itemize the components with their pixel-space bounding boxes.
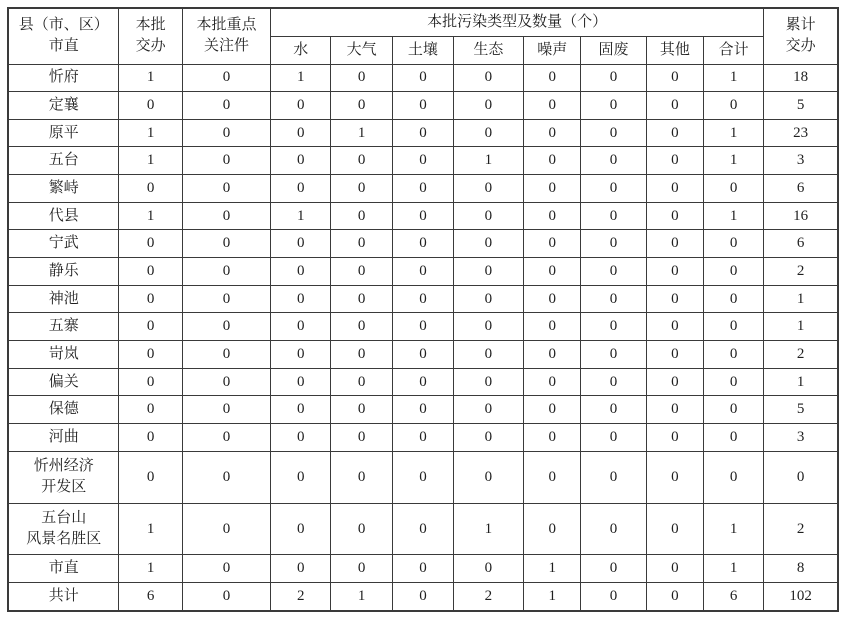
table-cell: 5 bbox=[764, 92, 838, 120]
table-cell: 102 bbox=[764, 583, 838, 611]
table-cell: 0 bbox=[331, 202, 393, 230]
table-cell: 0 bbox=[581, 555, 646, 583]
table-cell: 0 bbox=[453, 451, 523, 503]
table-cell: 1 bbox=[271, 64, 331, 92]
table-cell: 0 bbox=[646, 555, 704, 583]
row-label-line: 五寨 bbox=[48, 318, 79, 335]
table-cell: 0 bbox=[119, 313, 182, 341]
table-cell: 0 bbox=[523, 313, 581, 341]
row-label-line: 代县 bbox=[48, 207, 79, 224]
table-cell: 0 bbox=[119, 396, 182, 424]
row-label bbox=[8, 230, 119, 258]
table-cell: 0 bbox=[523, 64, 581, 92]
table-cell: 0 bbox=[331, 368, 393, 396]
header-pollution-type-solid-waste: 固废 bbox=[581, 36, 646, 64]
table-cell: 0 bbox=[182, 583, 270, 611]
table-cell: 0 bbox=[271, 396, 331, 424]
table-cell: 0 bbox=[331, 503, 393, 555]
table-cell: 0 bbox=[581, 285, 646, 313]
table-cell: 1 bbox=[764, 313, 838, 341]
table-row bbox=[8, 92, 838, 120]
table-cell: 0 bbox=[646, 147, 704, 175]
statistics-table-container bbox=[7, 7, 839, 612]
table-cell: 0 bbox=[704, 341, 764, 369]
table-cell: 0 bbox=[453, 258, 523, 286]
table-cell: 2 bbox=[764, 341, 838, 369]
table-cell: 0 bbox=[182, 119, 270, 147]
row-label-line: 共计 bbox=[48, 588, 79, 605]
table-cell: 0 bbox=[119, 92, 182, 120]
table-cell: 1 bbox=[704, 503, 764, 555]
table-cell: 0 bbox=[271, 341, 331, 369]
row-label-line: 岢岚 bbox=[48, 345, 79, 362]
table-cell: 0 bbox=[331, 175, 393, 203]
row-label bbox=[8, 147, 119, 175]
table-cell: 1 bbox=[764, 285, 838, 313]
table-cell: 0 bbox=[119, 341, 182, 369]
row-label bbox=[8, 175, 119, 203]
table-cell: 23 bbox=[764, 119, 838, 147]
row-label bbox=[8, 202, 119, 230]
table-row bbox=[8, 583, 838, 611]
table-cell: 0 bbox=[119, 424, 182, 452]
table-cell: 0 bbox=[646, 119, 704, 147]
header-batch-assigned bbox=[119, 8, 182, 64]
table-cell: 5 bbox=[764, 396, 838, 424]
table-cell: 0 bbox=[646, 503, 704, 555]
table-cell: 0 bbox=[453, 119, 523, 147]
table-cell: 0 bbox=[581, 202, 646, 230]
table-cell: 0 bbox=[331, 424, 393, 452]
table-cell: 0 bbox=[393, 119, 454, 147]
table-cell: 0 bbox=[331, 313, 393, 341]
table-cell: 0 bbox=[646, 313, 704, 341]
table-cell: 0 bbox=[119, 175, 182, 203]
table-cell: 0 bbox=[453, 285, 523, 313]
table-cell: 0 bbox=[581, 341, 646, 369]
table-cell: 0 bbox=[646, 230, 704, 258]
table-cell: 0 bbox=[646, 341, 704, 369]
table-cell: 3 bbox=[764, 147, 838, 175]
table-cell: 0 bbox=[182, 341, 270, 369]
row-label-line: 五台 bbox=[48, 152, 79, 169]
table-cell: 0 bbox=[393, 583, 454, 611]
header-pollution-type-water: 水 bbox=[271, 36, 331, 64]
table-cell: 0 bbox=[581, 368, 646, 396]
table-cell: 0 bbox=[271, 451, 331, 503]
table-row bbox=[8, 396, 838, 424]
table-cell: 6 bbox=[704, 583, 764, 611]
table-cell: 0 bbox=[453, 424, 523, 452]
table-cell: 0 bbox=[764, 451, 838, 503]
row-label-line: 忻府 bbox=[48, 69, 79, 86]
table-row bbox=[8, 451, 838, 503]
table-cell: 0 bbox=[581, 175, 646, 203]
table-cell: 1 bbox=[704, 202, 764, 230]
header-batch-assigned-line1: 本批 bbox=[135, 17, 166, 34]
row-label bbox=[8, 555, 119, 583]
table-cell: 0 bbox=[523, 285, 581, 313]
table-cell: 0 bbox=[393, 451, 454, 503]
table-cell: 0 bbox=[453, 175, 523, 203]
table-row bbox=[8, 555, 838, 583]
table-cell: 0 bbox=[523, 451, 581, 503]
table-cell: 0 bbox=[581, 451, 646, 503]
header-pollution-type-noise: 噪声 bbox=[523, 36, 581, 64]
row-label-line: 静乐 bbox=[48, 262, 79, 279]
table-cell: 2 bbox=[453, 583, 523, 611]
table-cell: 0 bbox=[453, 202, 523, 230]
table-cell: 0 bbox=[271, 285, 331, 313]
table-cell: 0 bbox=[331, 147, 393, 175]
table-cell: 0 bbox=[331, 285, 393, 313]
table-cell: 0 bbox=[523, 92, 581, 120]
row-label bbox=[8, 285, 119, 313]
header-pollution-type-ecology: 生态 bbox=[453, 36, 523, 64]
table-cell: 0 bbox=[182, 285, 270, 313]
table-cell: 0 bbox=[581, 147, 646, 175]
table-cell: 0 bbox=[704, 313, 764, 341]
header-pollution-type-other: 其他 bbox=[646, 36, 704, 64]
table-cell: 0 bbox=[646, 92, 704, 120]
header-batch-key-items bbox=[182, 8, 270, 64]
table-cell: 0 bbox=[646, 451, 704, 503]
row-label-line: 宁武 bbox=[48, 235, 79, 252]
table-cell: 1 bbox=[453, 503, 523, 555]
table-cell: 0 bbox=[182, 396, 270, 424]
table-cell: 0 bbox=[331, 451, 393, 503]
row-label-line: 原平 bbox=[48, 124, 79, 141]
table-cell: 0 bbox=[646, 285, 704, 313]
row-label bbox=[8, 451, 119, 503]
table-cell: 0 bbox=[271, 368, 331, 396]
table-cell: 0 bbox=[182, 92, 270, 120]
table-cell: 8 bbox=[764, 555, 838, 583]
row-label bbox=[8, 64, 119, 92]
table-cell: 2 bbox=[764, 258, 838, 286]
table-cell: 0 bbox=[646, 583, 704, 611]
table-cell: 0 bbox=[453, 313, 523, 341]
table-cell: 0 bbox=[331, 258, 393, 286]
header-region-line1: 县（市、区） bbox=[18, 17, 109, 34]
table-cell: 18 bbox=[764, 64, 838, 92]
header-batch-key-items-line2: 关注件 bbox=[204, 38, 250, 55]
table-cell: 0 bbox=[393, 147, 454, 175]
table-cell: 0 bbox=[271, 175, 331, 203]
table-cell: 0 bbox=[271, 258, 331, 286]
table-cell: 0 bbox=[119, 285, 182, 313]
table-cell: 0 bbox=[523, 503, 581, 555]
table-cell: 1 bbox=[453, 147, 523, 175]
row-label-line: 忻州经济 bbox=[33, 458, 94, 475]
table-cell: 0 bbox=[523, 424, 581, 452]
table-cell: 0 bbox=[331, 555, 393, 583]
table-cell: 0 bbox=[393, 230, 454, 258]
table-cell: 0 bbox=[523, 368, 581, 396]
row-label bbox=[8, 583, 119, 611]
row-label-line: 风景名胜区 bbox=[26, 531, 102, 547]
table-cell: 0 bbox=[523, 147, 581, 175]
row-label-line: 五台山 bbox=[41, 510, 87, 526]
table-cell: 0 bbox=[704, 368, 764, 396]
header-region bbox=[8, 8, 119, 64]
row-label bbox=[8, 341, 119, 369]
table-cell: 16 bbox=[764, 202, 838, 230]
table-cell: 0 bbox=[581, 583, 646, 611]
table-cell: 0 bbox=[182, 313, 270, 341]
header-row-1 bbox=[8, 8, 838, 36]
table-cell: 0 bbox=[704, 258, 764, 286]
table-cell: 0 bbox=[393, 285, 454, 313]
table-row bbox=[8, 175, 838, 203]
table-cell: 0 bbox=[704, 424, 764, 452]
table-cell: 0 bbox=[581, 258, 646, 286]
table-cell: 0 bbox=[523, 119, 581, 147]
header-pollution-group: 本批污染类型及数量（个） bbox=[271, 8, 764, 36]
header-cumulative-line2: 交办 bbox=[785, 38, 816, 55]
table-cell: 0 bbox=[393, 92, 454, 120]
table-cell: 0 bbox=[271, 313, 331, 341]
table-cell: 0 bbox=[182, 64, 270, 92]
table-row bbox=[8, 230, 838, 258]
table-cell: 1 bbox=[271, 202, 331, 230]
table-cell: 0 bbox=[331, 64, 393, 92]
header-cumulative bbox=[764, 8, 838, 64]
table-cell: 0 bbox=[271, 119, 331, 147]
table-cell: 0 bbox=[704, 451, 764, 503]
table-cell: 0 bbox=[393, 313, 454, 341]
header-pollution-type-subtotal: 合计 bbox=[704, 36, 764, 64]
table-cell: 0 bbox=[581, 313, 646, 341]
pollution-statistics-table bbox=[7, 7, 839, 612]
row-label bbox=[8, 258, 119, 286]
table-cell: 0 bbox=[581, 119, 646, 147]
table-cell: 0 bbox=[182, 258, 270, 286]
header-pollution-type-soil: 土壤 bbox=[393, 36, 454, 64]
table-row bbox=[8, 424, 838, 452]
table-cell: 0 bbox=[646, 396, 704, 424]
table-cell: 0 bbox=[393, 555, 454, 583]
table-cell: 0 bbox=[393, 368, 454, 396]
table-cell: 0 bbox=[453, 64, 523, 92]
table-cell: 0 bbox=[182, 503, 270, 555]
table-cell: 0 bbox=[523, 258, 581, 286]
table-cell: 0 bbox=[271, 555, 331, 583]
table-cell: 0 bbox=[453, 92, 523, 120]
table-cell: 0 bbox=[704, 230, 764, 258]
table-cell: 0 bbox=[331, 341, 393, 369]
row-label bbox=[8, 396, 119, 424]
table-row bbox=[8, 503, 838, 555]
table-cell: 0 bbox=[704, 285, 764, 313]
header-pollution-type-air: 大气 bbox=[331, 36, 393, 64]
table-cell: 1 bbox=[119, 503, 182, 555]
table-cell: 2 bbox=[764, 503, 838, 555]
table-cell: 0 bbox=[271, 147, 331, 175]
table-cell: 0 bbox=[704, 175, 764, 203]
row-label bbox=[8, 503, 119, 555]
header-region-line2: 市直 bbox=[48, 38, 79, 55]
table-row bbox=[8, 368, 838, 396]
table-cell: 0 bbox=[393, 64, 454, 92]
table-row bbox=[8, 119, 838, 147]
table-cell: 0 bbox=[523, 202, 581, 230]
table-cell: 0 bbox=[646, 202, 704, 230]
table-cell: 3 bbox=[764, 424, 838, 452]
table-cell: 1 bbox=[704, 555, 764, 583]
table-cell: 1 bbox=[119, 555, 182, 583]
table-cell: 0 bbox=[271, 424, 331, 452]
header-batch-assigned-line2: 交办 bbox=[135, 38, 166, 55]
table-cell: 1 bbox=[119, 64, 182, 92]
row-label bbox=[8, 424, 119, 452]
row-label-line: 保德 bbox=[48, 401, 79, 418]
row-label-line: 定襄 bbox=[48, 96, 79, 113]
table-cell: 0 bbox=[182, 175, 270, 203]
table-cell: 0 bbox=[119, 368, 182, 396]
table-row bbox=[8, 313, 838, 341]
table-cell: 1 bbox=[704, 147, 764, 175]
table-cell: 0 bbox=[646, 258, 704, 286]
table-cell: 0 bbox=[271, 92, 331, 120]
table-cell: 0 bbox=[331, 396, 393, 424]
table-row bbox=[8, 147, 838, 175]
table-cell: 0 bbox=[271, 503, 331, 555]
table-cell: 0 bbox=[453, 341, 523, 369]
table-cell: 0 bbox=[523, 230, 581, 258]
row-label-line: 神池 bbox=[48, 290, 79, 307]
table-cell: 0 bbox=[182, 368, 270, 396]
table-cell: 0 bbox=[393, 503, 454, 555]
table-row bbox=[8, 64, 838, 92]
table-cell: 6 bbox=[119, 583, 182, 611]
table-row bbox=[8, 258, 838, 286]
table-cell: 1 bbox=[523, 555, 581, 583]
row-label-line: 河曲 bbox=[48, 428, 79, 445]
table-cell: 0 bbox=[182, 202, 270, 230]
table-cell: 0 bbox=[453, 368, 523, 396]
table-cell: 0 bbox=[704, 92, 764, 120]
row-label-line: 开发区 bbox=[41, 479, 87, 496]
table-cell: 1 bbox=[704, 119, 764, 147]
table-cell: 0 bbox=[523, 341, 581, 369]
table-cell: 1 bbox=[119, 119, 182, 147]
table-cell: 6 bbox=[764, 175, 838, 203]
table-cell: 0 bbox=[393, 424, 454, 452]
table-body bbox=[8, 64, 838, 611]
table-cell: 0 bbox=[271, 230, 331, 258]
table-cell: 0 bbox=[182, 230, 270, 258]
table-cell: 2 bbox=[271, 583, 331, 611]
table-cell: 0 bbox=[453, 230, 523, 258]
table-cell: 1 bbox=[119, 147, 182, 175]
table-cell: 0 bbox=[393, 341, 454, 369]
row-label-line: 繁峙 bbox=[48, 179, 79, 196]
table-cell: 0 bbox=[393, 396, 454, 424]
table-cell: 0 bbox=[581, 230, 646, 258]
table-cell: 0 bbox=[581, 92, 646, 120]
row-label bbox=[8, 119, 119, 147]
table-cell: 0 bbox=[393, 202, 454, 230]
table-cell: 0 bbox=[119, 258, 182, 286]
table-cell: 0 bbox=[523, 396, 581, 424]
header-cumulative-line1: 累计 bbox=[785, 17, 816, 34]
table-cell: 1 bbox=[764, 368, 838, 396]
table-cell: 0 bbox=[704, 396, 764, 424]
table-cell: 0 bbox=[523, 175, 581, 203]
header-batch-key-items-line1: 本批重点 bbox=[196, 17, 257, 34]
table-cell: 0 bbox=[646, 424, 704, 452]
table-cell: 0 bbox=[182, 451, 270, 503]
table-cell: 0 bbox=[393, 258, 454, 286]
table-row bbox=[8, 285, 838, 313]
table-cell: 0 bbox=[182, 424, 270, 452]
row-label-line: 市直 bbox=[48, 560, 79, 577]
table-cell: 0 bbox=[182, 555, 270, 583]
table-cell: 0 bbox=[581, 424, 646, 452]
table-cell: 1 bbox=[331, 583, 393, 611]
table-row bbox=[8, 202, 838, 230]
table-cell: 1 bbox=[523, 583, 581, 611]
row-label bbox=[8, 313, 119, 341]
table-cell: 0 bbox=[331, 230, 393, 258]
table-cell: 0 bbox=[646, 175, 704, 203]
table-cell: 0 bbox=[393, 175, 454, 203]
table-row bbox=[8, 341, 838, 369]
row-label bbox=[8, 92, 119, 120]
table-cell: 0 bbox=[581, 396, 646, 424]
table-cell: 6 bbox=[764, 230, 838, 258]
table-cell: 0 bbox=[646, 368, 704, 396]
table-cell: 1 bbox=[331, 119, 393, 147]
table-cell: 0 bbox=[119, 230, 182, 258]
table-cell: 0 bbox=[453, 555, 523, 583]
table-cell: 1 bbox=[704, 64, 764, 92]
table-cell: 0 bbox=[182, 147, 270, 175]
table-cell: 0 bbox=[646, 64, 704, 92]
table-cell: 0 bbox=[119, 451, 182, 503]
table-cell: 0 bbox=[581, 503, 646, 555]
table-cell: 0 bbox=[581, 64, 646, 92]
table-cell: 0 bbox=[453, 396, 523, 424]
row-label bbox=[8, 368, 119, 396]
table-cell: 1 bbox=[119, 202, 182, 230]
row-label-line: 偏关 bbox=[48, 373, 79, 390]
table-cell: 0 bbox=[331, 92, 393, 120]
